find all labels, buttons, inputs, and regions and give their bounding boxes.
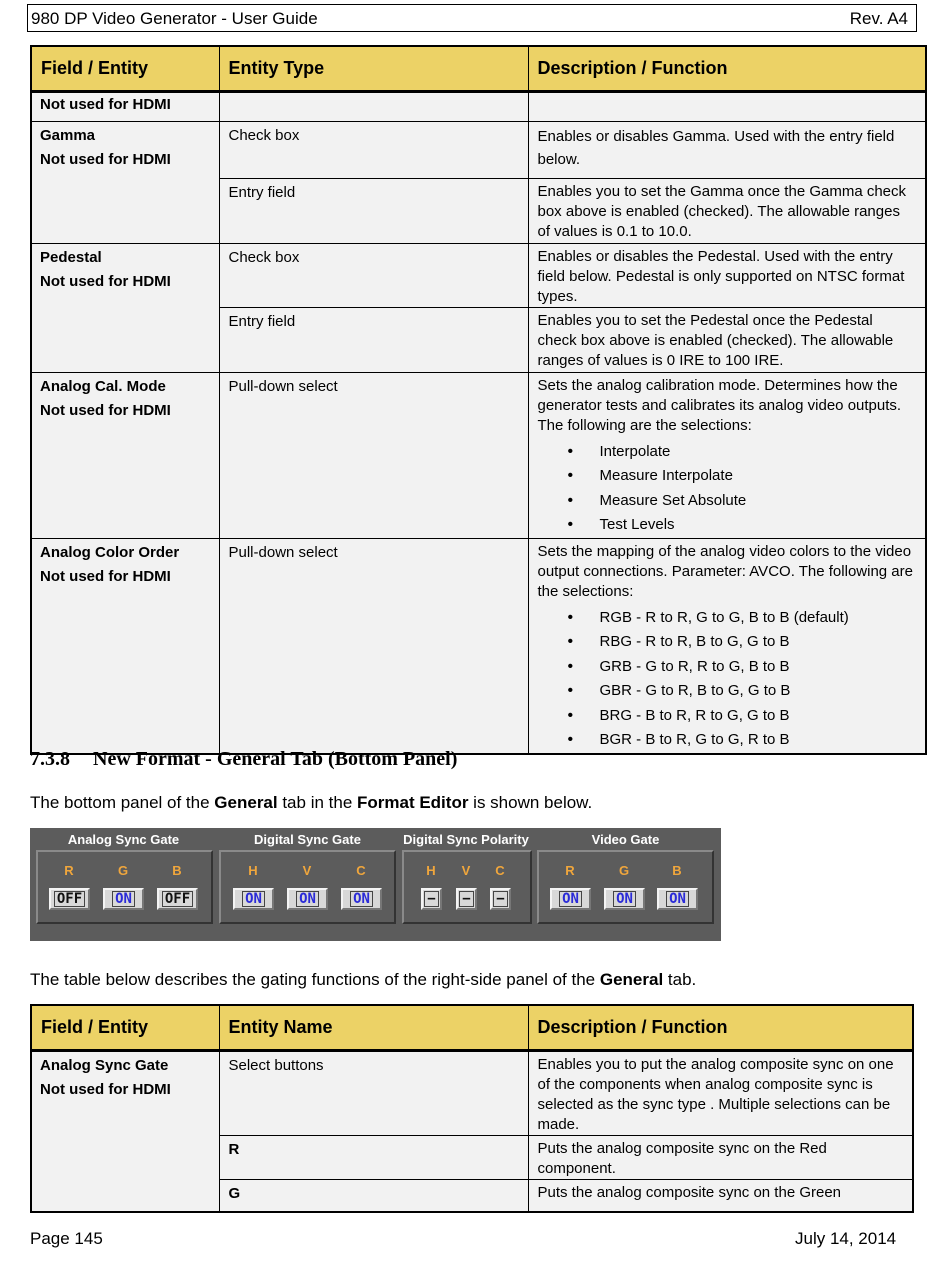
- section-heading: [30, 748, 457, 771]
- entity-name: Select buttons: [219, 1050, 528, 1135]
- intro-paragraph-2: The table below describes the gating functions of the right-side panel of the General tab.: [30, 970, 697, 989]
- analog-sync-g-toggle[interactable]: ON: [103, 888, 144, 910]
- group-title: Analog Sync Gate: [67, 832, 180, 847]
- intro-paragraph: The bottom panel of the General tab in the Format Editor is shown below.: [30, 793, 593, 812]
- channel-label: R: [565, 863, 575, 878]
- page-date: July 14, 2014: [795, 1229, 897, 1248]
- general-tab-bottom-panel: [30, 828, 721, 941]
- entity-type: Entry field: [219, 307, 528, 372]
- channel-label: B: [672, 863, 682, 878]
- section-title: New Format - General Tab (Bottom Panel): [93, 748, 458, 770]
- video-gate-b-toggle[interactable]: ON: [657, 888, 698, 910]
- cal-mode-options: [538, 440, 917, 538]
- page-header: [27, 4, 917, 32]
- digital-sync-c-toggle[interactable]: ON: [341, 888, 382, 910]
- table-row: [31, 91, 926, 121]
- list-item: • RBG - R to R, B to G, G to B: [600, 630, 917, 655]
- sync-polarity-h-toggle[interactable]: −: [421, 888, 442, 910]
- col-header-field: Field / Entity: [31, 46, 219, 91]
- table-header-row: [31, 1005, 913, 1050]
- digital-sync-h-toggle[interactable]: ON: [233, 888, 274, 910]
- description: Enables or disables the Pedestal. Used with the entry field below. Pedestal is only supported on NTSC format types.: [528, 243, 926, 307]
- list-item: • BGR - B to R, G to G, R to B: [600, 728, 917, 753]
- header-revision: Rev. A4: [849, 9, 908, 28]
- entity-type: Pull-down select: [219, 538, 528, 754]
- description: Enables or disables Gamma. Used with the entry field below.: [528, 121, 926, 178]
- list-item: • RGB - R to R, G to G, B to B (default): [600, 606, 917, 631]
- channel-label: G: [117, 863, 129, 878]
- entity-type: Check box: [219, 121, 528, 178]
- field-cell-pedestal: Pedestal Not used for HDMI: [31, 243, 219, 372]
- list-item: • GRB - G to R, R to G, B to B: [600, 655, 917, 680]
- list-item: • GBR - G to R, B to G, G to B: [600, 679, 917, 704]
- channel-label: R: [64, 863, 74, 878]
- entity-name: R: [219, 1135, 528, 1179]
- list-item: • BRG - B to R, R to G, G to B: [600, 704, 917, 729]
- col-header-type: Entity Type: [219, 46, 528, 91]
- analog-sync-r-toggle[interactable]: OFF: [49, 888, 90, 910]
- list-item: • Measure Set Absolute: [600, 489, 917, 514]
- entity-type: Entry field: [219, 178, 528, 243]
- description: Sets the mapping of the analog video colors to the video output connections. Parameter: AVCO. The following are the selections: • RGB - R to R, G to G, B to B (default) • RBG - R to R, B to G, G to B • GRB - G to R, R to G, B to B • GBR - G to R, B to G, G to B • BRG - B to R, R to G, G to B • BGR - B to R, G to G, R to B: [528, 538, 926, 754]
- entity-name: G: [219, 1179, 528, 1212]
- table-row: [31, 243, 926, 307]
- channel-label: C: [356, 863, 366, 878]
- digital-sync-gate-group: [219, 850, 396, 924]
- channel-label: C: [495, 863, 505, 878]
- header-title: 980 DP Video Generator - User Guide: [31, 9, 318, 28]
- group-title: Video Gate: [591, 832, 660, 847]
- channel-label: H: [426, 863, 436, 878]
- sync-polarity-v-toggle[interactable]: −: [456, 888, 477, 910]
- table-row: [31, 372, 926, 538]
- description: Enables you to set the Gamma once the Gamma check box above is enabled (checked). The allowable ranges of values is 0.1 to 10.0.: [528, 178, 926, 243]
- field-cell-gamma: Gamma Not used for HDMI: [31, 121, 219, 243]
- channel-label: H: [248, 863, 258, 878]
- description: Puts the analog composite sync on the Red component.: [528, 1135, 913, 1179]
- field-cell: Not used for HDMI: [31, 91, 219, 121]
- field-cell-cal-mode: Analog Cal. Mode Not used for HDMI: [31, 372, 219, 538]
- group-title: Digital Sync Polarity: [403, 832, 529, 847]
- description: Enables you to put the analog composite sync on one of the components when analog composite sync is selected as the sync type . Multiple selections can be made.: [528, 1050, 913, 1135]
- col-header-field: Field / Entity: [31, 1005, 219, 1050]
- page-number: Page 145: [30, 1229, 103, 1248]
- table-row: [31, 1050, 913, 1135]
- video-gate-g-toggle[interactable]: ON: [604, 888, 645, 910]
- entity-type: Check box: [219, 243, 528, 307]
- description: Enables you to set the Pedestal once the Pedestal check box above is enabled (checked). The allowable ranges of values is 0 IRE to 100 IRE.: [528, 307, 926, 372]
- channel-label: V: [461, 863, 471, 878]
- table-row: [31, 121, 926, 178]
- section-number: 7.3.8: [30, 748, 70, 770]
- table-header-row: [31, 46, 926, 91]
- channel-label: B: [172, 863, 182, 878]
- channel-label: V: [302, 863, 312, 878]
- group-title: Digital Sync Gate: [254, 832, 361, 847]
- col-header-description: Description / Function: [528, 46, 926, 91]
- analog-sync-b-toggle[interactable]: OFF: [157, 888, 198, 910]
- col-header-name: Entity Name: [219, 1005, 528, 1050]
- field-cell-color-order: Analog Color Order Not used for HDMI: [31, 538, 219, 754]
- list-item: • Measure Interpolate: [600, 464, 917, 489]
- field-cell-analog-sync-gate: Analog Sync Gate Not used for HDMI: [31, 1050, 219, 1212]
- sync-polarity-c-toggle[interactable]: −: [490, 888, 511, 910]
- list-item: • Interpolate: [600, 440, 917, 465]
- format-fields-table: [30, 45, 927, 755]
- col-header-description: Description / Function: [528, 1005, 913, 1050]
- description: Sets the analog calibration mode. Determines how the generator tests and calibrates its analog video outputs. The following are the selections: • Interpolate • Measure Interpolate • Measure Set Absolute • Test Levels: [528, 372, 926, 538]
- description: Puts the analog composite sync on the Green: [528, 1179, 913, 1212]
- digital-sync-v-toggle[interactable]: ON: [287, 888, 328, 910]
- channel-label: G: [618, 863, 630, 878]
- digital-sync-polarity-group: [402, 850, 532, 924]
- gating-functions-table: [30, 1004, 914, 1213]
- analog-sync-gate-group: [36, 850, 213, 924]
- list-item: • Test Levels: [600, 513, 917, 538]
- entity-type: Pull-down select: [219, 372, 528, 538]
- table-row: [31, 538, 926, 754]
- video-gate-group: [537, 850, 714, 924]
- video-gate-r-toggle[interactable]: ON: [550, 888, 591, 910]
- color-order-options: [538, 606, 917, 753]
